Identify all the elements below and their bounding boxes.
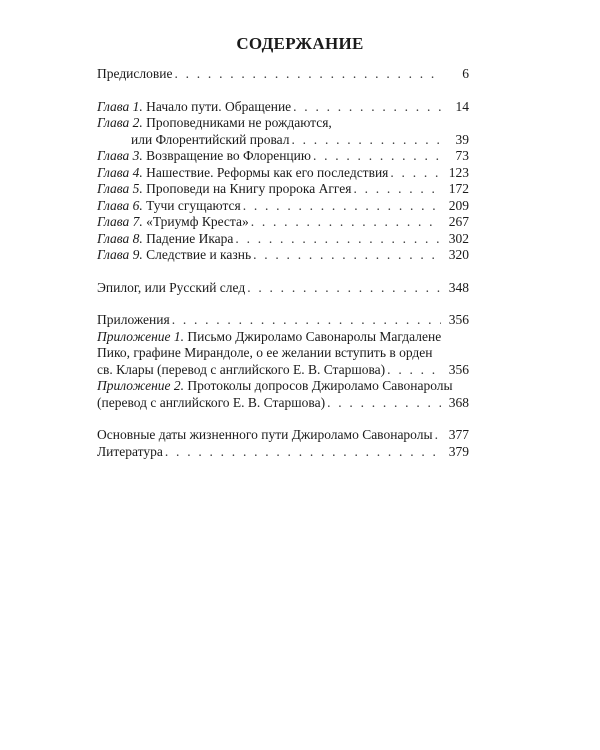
toc-entry-epilogue[interactable] [97, 280, 469, 297]
dot-leader [387, 362, 441, 379]
page-number: 302 [448, 230, 469, 246]
appendix-title-line3: св. Клары (перевод с английского Е. В. Старшова) [97, 361, 386, 377]
appendix-title-line2: (перевод с английского Е. В. Старшова) [97, 394, 326, 410]
toc-entry-chapter-8[interactable] [97, 231, 469, 248]
toc-entry-appendix-2[interactable] [97, 378, 469, 411]
entry-text: Эпилог, или Русский след [97, 279, 246, 295]
entry-text: Приложения [97, 312, 170, 327]
toc-entry-chapter-2[interactable] [97, 115, 469, 148]
dot-leader [353, 181, 441, 198]
toc-entry-chapter-7[interactable] [97, 214, 469, 231]
chapter-title-line2: или Флорентийский провал [131, 131, 290, 147]
dot-leader [165, 444, 441, 461]
dot-leader [243, 198, 441, 215]
appendix-title-line1: Письмо Джироламо Савонаролы Магдалене [187, 328, 442, 344]
chapter-title-line1: Проповедниками не рождаются, [146, 115, 332, 130]
chapter-label: Глава 7. [97, 214, 143, 229]
dot-leader [174, 66, 441, 83]
chapter-title: «Триумф Креста» [146, 214, 249, 229]
chapter-label: Глава 1. [97, 98, 143, 114]
page-number: 123 [448, 164, 469, 180]
page-number: 14 [455, 98, 469, 114]
dot-leader [235, 231, 441, 248]
chapter-title: Начало пути. Обращение [146, 98, 292, 114]
page-number: 377 [448, 427, 469, 442]
toc-entry-dates[interactable] [97, 427, 469, 444]
toc-entry-chapter-5[interactable] [97, 181, 469, 198]
toc-entry-chapter-1[interactable] [97, 99, 469, 116]
dot-leader [247, 280, 441, 297]
dot-leader [292, 132, 442, 149]
page-number: 73 [455, 148, 469, 163]
toc-entry-appendices[interactable] [97, 312, 469, 329]
chapter-title: Нашествие. Реформы как его последствия [146, 164, 389, 180]
entry-text: Основные даты жизненного пути Джироламо Савонаролы [97, 427, 433, 442]
chapter-label: Глава 5. [97, 181, 143, 196]
chapter-title: Проповеди на Книгу пророка Аггея [146, 181, 352, 196]
page-number: 209 [448, 197, 469, 213]
chapter-label: Глава 4. [97, 164, 143, 180]
dot-leader [435, 427, 441, 444]
appendix-label: Приложение 1. [97, 328, 185, 344]
toc-entry-chapter-9[interactable] [97, 247, 469, 264]
toc-entry-preface[interactable] [97, 66, 469, 83]
dot-leader [327, 395, 441, 412]
table-of-contents [97, 66, 469, 460]
dot-leader [313, 148, 441, 165]
chapter-label: Глава 6. [97, 197, 143, 213]
appendix-title-line1: Протоколы допросов Джироламо Савонаролы [187, 378, 453, 393]
dot-leader [251, 214, 441, 231]
page-number: 368 [448, 394, 469, 410]
page-number: 6 [462, 66, 469, 81]
appendix-title-line2: Пико, графине Мирандоле, о ее желании вступить в орден [97, 345, 433, 360]
chapter-title: Следствие и казнь [146, 247, 252, 262]
dot-leader [253, 247, 441, 264]
page-number: 356 [448, 361, 469, 377]
entry-text: Предисловие [97, 66, 173, 81]
toc-entry-chapter-3[interactable] [97, 148, 469, 165]
dot-leader [390, 165, 441, 182]
toc-entry-literature[interactable] [97, 444, 469, 461]
chapter-title: Возвращение во Флоренцию [146, 148, 311, 163]
chapter-title: Тучи сгущаются [146, 197, 241, 213]
chapter-title: Падение Икара [146, 230, 234, 246]
appendix-label: Приложение 2. [97, 378, 185, 393]
toc-entry-chapter-6[interactable] [97, 198, 469, 215]
toc-entry-appendix-1[interactable] [97, 329, 469, 379]
chapter-label: Глава 8. [97, 230, 143, 246]
chapter-label: Глава 9. [97, 247, 143, 262]
page-number: 379 [448, 443, 469, 459]
page-number: 267 [448, 214, 469, 229]
page-title: СОДЕРЖАНИЕ [236, 34, 364, 53]
page-number: 172 [448, 181, 469, 196]
page-number: 39 [455, 131, 469, 147]
toc-entry-chapter-4[interactable] [97, 165, 469, 182]
dot-leader [293, 99, 441, 116]
chapter-label: Глава 3. [97, 148, 143, 163]
entry-text: Литература [97, 443, 163, 459]
page-number: 356 [448, 312, 469, 327]
chapter-label: Глава 2. [97, 115, 143, 130]
dot-leader [172, 312, 441, 329]
page-number: 320 [448, 247, 469, 262]
page-number: 348 [448, 279, 469, 295]
